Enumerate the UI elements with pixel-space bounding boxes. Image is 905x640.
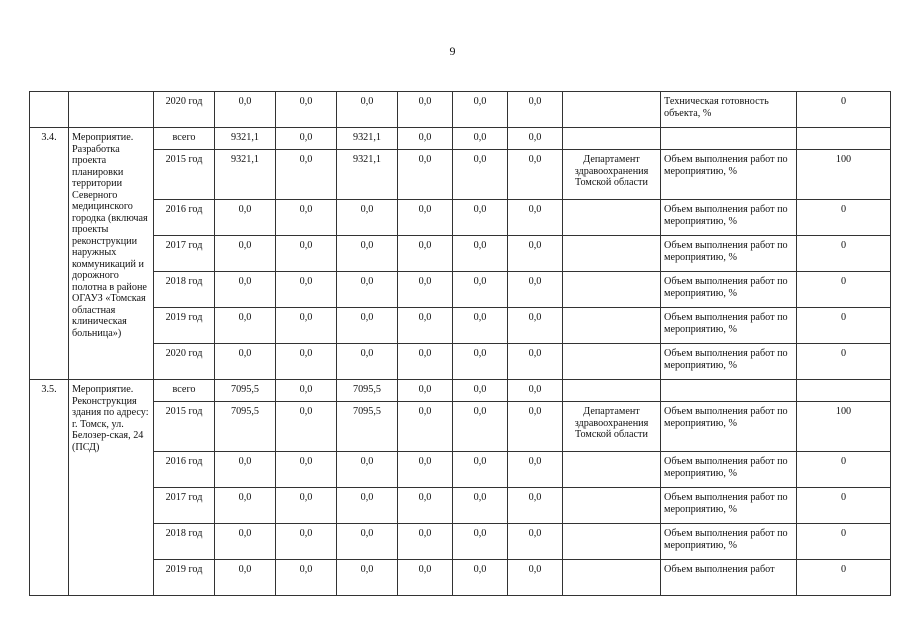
target-cell xyxy=(797,128,891,150)
value-cell-3: 0,0 xyxy=(337,236,398,272)
value-cell-1: 0,0 xyxy=(215,92,276,128)
value-cell-4: 0,0 xyxy=(398,308,453,344)
value-cell-2: 0,0 xyxy=(276,344,337,380)
value-cell-1: 0,0 xyxy=(215,344,276,380)
target-cell: 0 xyxy=(797,200,891,236)
value-cell-2: 0,0 xyxy=(276,402,337,452)
executor-cell xyxy=(563,344,661,380)
executor-cell xyxy=(563,452,661,488)
indicator-cell: Техническая готовность объекта, % xyxy=(661,92,797,128)
executor-cell xyxy=(563,236,661,272)
budget-table xyxy=(29,91,891,596)
value-cell-5: 0,0 xyxy=(453,92,508,128)
value-cell-6: 0,0 xyxy=(508,344,563,380)
value-cell-2: 0,0 xyxy=(276,128,337,150)
value-cell-5: 0,0 xyxy=(453,128,508,150)
table-row xyxy=(30,308,891,344)
year-cell: 2019 год xyxy=(154,560,215,596)
value-cell-3: 0,0 xyxy=(337,200,398,236)
executor-cell xyxy=(563,200,661,236)
value-cell-6: 0,0 xyxy=(508,308,563,344)
value-cell-6: 0,0 xyxy=(508,402,563,452)
table-row xyxy=(30,200,891,236)
year-cell: 2018 год xyxy=(154,524,215,560)
value-cell-6: 0,0 xyxy=(508,128,563,150)
target-cell: 0 xyxy=(797,308,891,344)
value-cell-4: 0,0 xyxy=(398,344,453,380)
value-cell-5: 0,0 xyxy=(453,150,508,200)
value-cell-3: 0,0 xyxy=(337,452,398,488)
target-cell: 0 xyxy=(797,560,891,596)
table-row xyxy=(30,128,891,150)
value-cell-5: 0,0 xyxy=(453,308,508,344)
executor-cell xyxy=(563,524,661,560)
table-row xyxy=(30,150,891,200)
table-row xyxy=(30,488,891,524)
value-cell-4: 0,0 xyxy=(398,150,453,200)
target-cell: 0 xyxy=(797,344,891,380)
indicator-cell: Объем выполнения работ по мероприятию, % xyxy=(661,452,797,488)
executor-cell xyxy=(563,128,661,150)
target-cell: 0 xyxy=(797,272,891,308)
value-cell-2: 0,0 xyxy=(276,308,337,344)
year-cell: 2017 год xyxy=(154,236,215,272)
value-cell-1: 9321,1 xyxy=(215,150,276,200)
value-cell-1: 0,0 xyxy=(215,200,276,236)
indicator-cell: Объем выполнения работ xyxy=(661,560,797,596)
value-cell-4: 0,0 xyxy=(398,560,453,596)
value-cell-2: 0,0 xyxy=(276,92,337,128)
page-number: 9 xyxy=(449,44,456,58)
value-cell-6: 0,0 xyxy=(508,272,563,308)
executor-cell: Департамент здравоохранения Томской области xyxy=(563,402,661,452)
target-cell: 0 xyxy=(797,236,891,272)
year-cell: всего xyxy=(154,380,215,402)
year-cell: 2017 год xyxy=(154,488,215,524)
indicator-cell: Объем выполнения работ по мероприятию, % xyxy=(661,150,797,200)
indicator-cell: Объем выполнения работ по мероприятию, % xyxy=(661,308,797,344)
value-cell-5: 0,0 xyxy=(453,560,508,596)
year-cell: 2020 год xyxy=(154,344,215,380)
name-cell xyxy=(69,92,154,128)
value-cell-3: 0,0 xyxy=(337,488,398,524)
value-cell-5: 0,0 xyxy=(453,344,508,380)
value-cell-6: 0,0 xyxy=(508,452,563,488)
target-cell: 0 xyxy=(797,452,891,488)
value-cell-6: 0,0 xyxy=(508,524,563,560)
value-cell-2: 0,0 xyxy=(276,150,337,200)
value-cell-1: 7095,5 xyxy=(215,380,276,402)
year-cell: 2016 год xyxy=(154,452,215,488)
value-cell-4: 0,0 xyxy=(398,380,453,402)
value-cell-4: 0,0 xyxy=(398,488,453,524)
target-cell xyxy=(797,380,891,402)
table-row xyxy=(30,402,891,452)
year-cell: 2019 год xyxy=(154,308,215,344)
value-cell-2: 0,0 xyxy=(276,452,337,488)
value-cell-5: 0,0 xyxy=(453,236,508,272)
value-cell-6: 0,0 xyxy=(508,560,563,596)
value-cell-1: 0,0 xyxy=(215,488,276,524)
year-cell: 2015 год xyxy=(154,150,215,200)
table-row xyxy=(30,92,891,128)
indicator-cell: Объем выполнения работ по мероприятию, % xyxy=(661,344,797,380)
value-cell-4: 0,0 xyxy=(398,452,453,488)
value-cell-5: 0,0 xyxy=(453,402,508,452)
value-cell-4: 0,0 xyxy=(398,92,453,128)
item-number: 3.4. xyxy=(30,128,69,380)
executor-cell xyxy=(563,308,661,344)
value-cell-5: 0,0 xyxy=(453,200,508,236)
item-number: 3.5. xyxy=(30,380,69,596)
year-cell: 2016 год xyxy=(154,200,215,236)
value-cell-3: 0,0 xyxy=(337,344,398,380)
target-cell: 0 xyxy=(797,92,891,128)
value-cell-4: 0,0 xyxy=(398,200,453,236)
value-cell-3: 9321,1 xyxy=(337,128,398,150)
indicator-cell: Объем выполнения работ по мероприятию, % xyxy=(661,402,797,452)
executor-cell xyxy=(563,380,661,402)
item-name: Мероприятие. Разработка проекта планировки территории Северного медицинского городка (включая проекты реконструкции наружных коммуникаций и дорожного полотна в районе ОГАУЗ «Томская областная клиническая больница») xyxy=(69,128,154,380)
executor-cell: Департамент здравоохранения Томской области xyxy=(563,150,661,200)
target-cell: 0 xyxy=(797,488,891,524)
year-cell: 2018 год xyxy=(154,272,215,308)
indicator-cell: Объем выполнения работ по мероприятию, % xyxy=(661,200,797,236)
item-name: Мероприятие. Реконструкция здания по адресу: г. Томск, ул. Белозер-ская, 24 (ПСД) xyxy=(69,380,154,596)
value-cell-3: 0,0 xyxy=(337,524,398,560)
table-row xyxy=(30,236,891,272)
value-cell-5: 0,0 xyxy=(453,452,508,488)
table-row xyxy=(30,560,891,596)
indicator-cell: Объем выполнения работ по мероприятию, % xyxy=(661,236,797,272)
target-cell: 0 xyxy=(797,524,891,560)
value-cell-6: 0,0 xyxy=(508,488,563,524)
value-cell-1: 0,0 xyxy=(215,272,276,308)
value-cell-5: 0,0 xyxy=(453,272,508,308)
value-cell-1: 0,0 xyxy=(215,452,276,488)
value-cell-1: 9321,1 xyxy=(215,128,276,150)
value-cell-1: 0,0 xyxy=(215,524,276,560)
table-row xyxy=(30,344,891,380)
value-cell-2: 0,0 xyxy=(276,560,337,596)
indicator-cell xyxy=(661,380,797,402)
indicator-cell: Объем выполнения работ по мероприятию, % xyxy=(661,272,797,308)
table-row xyxy=(30,524,891,560)
table-row xyxy=(30,452,891,488)
value-cell-3: 0,0 xyxy=(337,272,398,308)
year-cell: 2015 год xyxy=(154,402,215,452)
value-cell-5: 0,0 xyxy=(453,380,508,402)
value-cell-3: 0,0 xyxy=(337,308,398,344)
value-cell-4: 0,0 xyxy=(398,128,453,150)
value-cell-2: 0,0 xyxy=(276,236,337,272)
year-cell: 2020 год xyxy=(154,92,215,128)
value-cell-4: 0,0 xyxy=(398,524,453,560)
value-cell-4: 0,0 xyxy=(398,272,453,308)
executor-cell xyxy=(563,272,661,308)
value-cell-2: 0,0 xyxy=(276,272,337,308)
value-cell-5: 0,0 xyxy=(453,524,508,560)
value-cell-2: 0,0 xyxy=(276,488,337,524)
value-cell-2: 0,0 xyxy=(276,200,337,236)
value-cell-6: 0,0 xyxy=(508,150,563,200)
value-cell-1: 0,0 xyxy=(215,560,276,596)
value-cell-6: 0,0 xyxy=(508,380,563,402)
value-cell-5: 0,0 xyxy=(453,488,508,524)
value-cell-6: 0,0 xyxy=(508,236,563,272)
value-cell-3: 9321,1 xyxy=(337,150,398,200)
value-cell-3: 7095,5 xyxy=(337,402,398,452)
value-cell-4: 0,0 xyxy=(398,402,453,452)
value-cell-6: 0,0 xyxy=(508,200,563,236)
year-cell: всего xyxy=(154,128,215,150)
indicator-cell: Объем выполнения работ по мероприятию, % xyxy=(661,524,797,560)
value-cell-1: 7095,5 xyxy=(215,402,276,452)
value-cell-3: 0,0 xyxy=(337,560,398,596)
value-cell-3: 7095,5 xyxy=(337,380,398,402)
indicator-cell: Объем выполнения работ по мероприятию, % xyxy=(661,488,797,524)
target-cell: 100 xyxy=(797,150,891,200)
value-cell-6: 0,0 xyxy=(508,92,563,128)
target-cell: 100 xyxy=(797,402,891,452)
value-cell-2: 0,0 xyxy=(276,524,337,560)
value-cell-4: 0,0 xyxy=(398,236,453,272)
number-cell xyxy=(30,92,69,128)
executor-cell xyxy=(563,560,661,596)
indicator-cell xyxy=(661,128,797,150)
value-cell-2: 0,0 xyxy=(276,380,337,402)
value-cell-1: 0,0 xyxy=(215,236,276,272)
value-cell-1: 0,0 xyxy=(215,308,276,344)
executor-cell xyxy=(563,92,661,128)
table-row xyxy=(30,380,891,402)
value-cell-3: 0,0 xyxy=(337,92,398,128)
table-row xyxy=(30,272,891,308)
executor-cell xyxy=(563,488,661,524)
